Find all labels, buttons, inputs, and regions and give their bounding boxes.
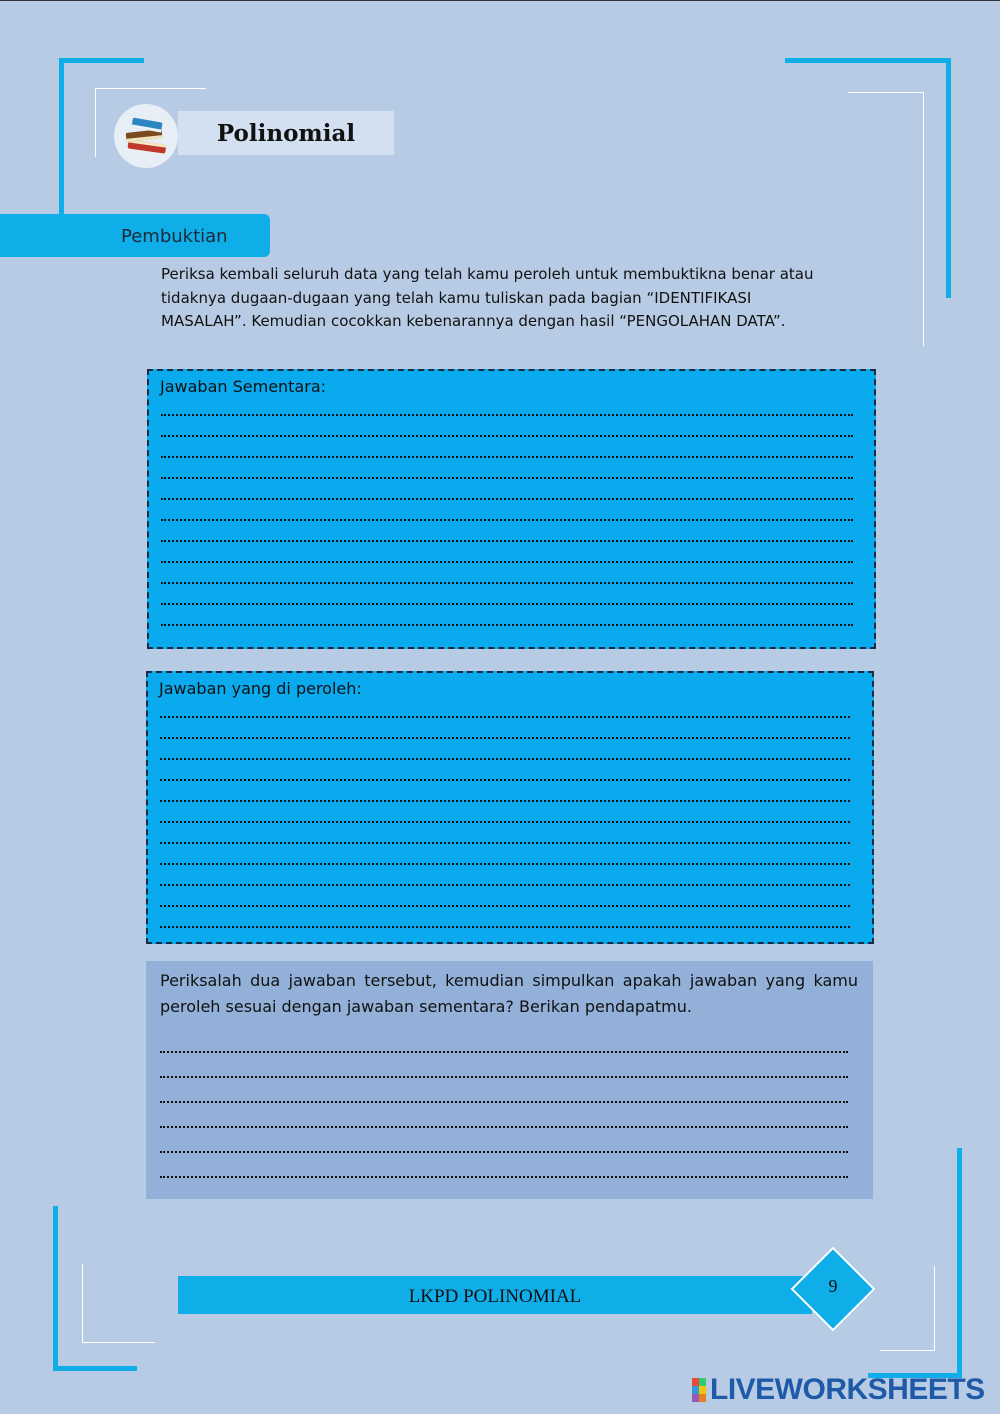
answer-line[interactable] bbox=[160, 841, 850, 844]
answer-line[interactable] bbox=[161, 434, 853, 437]
intro-paragraph: Periksa kembali seluruh data yang telah kamu peroleh untuk membuktikna benar atau tidaknya dugaan-dugaan yang telah kamu tuliskan pada bagian “IDENTIFIKASI MASALAH”. Kemudian cocokkan kebenarannya dengan hasil “PENGOLAHAN DATA”. bbox=[161, 265, 814, 330]
answer-line[interactable] bbox=[160, 925, 850, 928]
answer-line[interactable] bbox=[160, 1125, 848, 1128]
answer-line[interactable] bbox=[160, 736, 850, 739]
liveworksheets-wordmark: LIVEWORKSHEETS bbox=[710, 1373, 985, 1406]
answer-line[interactable] bbox=[161, 539, 853, 542]
liveworksheets-cube-icon bbox=[692, 1378, 706, 1402]
page-title-box bbox=[178, 111, 394, 155]
footer-bar bbox=[178, 1276, 812, 1314]
answer-line[interactable] bbox=[161, 476, 853, 479]
frame-corner-bottom-left-white bbox=[82, 1264, 155, 1343]
section-tab bbox=[0, 214, 270, 257]
header-icon-circle bbox=[114, 104, 178, 168]
frame-corner-top-right-white bbox=[848, 92, 924, 346]
temporary-answer-box[interactable] bbox=[147, 369, 876, 649]
page-number: 9 bbox=[828, 1276, 838, 1296]
page-title: Polinomial bbox=[216, 119, 356, 147]
answer-line[interactable] bbox=[160, 715, 850, 718]
answer-line[interactable] bbox=[160, 757, 850, 760]
answer-line[interactable] bbox=[160, 883, 850, 886]
answer-line[interactable] bbox=[160, 1175, 848, 1178]
frame-corner-bottom-right-white bbox=[880, 1266, 935, 1351]
obtained-answer-box[interactable] bbox=[146, 671, 874, 944]
answer-line[interactable] bbox=[161, 497, 853, 500]
answer-line[interactable] bbox=[161, 623, 853, 626]
books-icon bbox=[114, 104, 178, 168]
answer-line[interactable] bbox=[161, 413, 853, 416]
answer-line[interactable] bbox=[160, 1150, 848, 1153]
answer-line[interactable] bbox=[160, 778, 850, 781]
answer-line[interactable] bbox=[161, 602, 853, 605]
top-border bbox=[0, 0, 1000, 1]
answer-line[interactable] bbox=[160, 904, 850, 907]
answer-line[interactable] bbox=[161, 518, 853, 521]
section-label: Pembuktian bbox=[121, 226, 228, 247]
answer-line[interactable] bbox=[161, 581, 853, 584]
conclusion-box[interactable] bbox=[146, 961, 873, 1199]
answer-line[interactable] bbox=[160, 1075, 848, 1078]
temporary-answer-label: Jawaban Sementara: bbox=[160, 377, 327, 396]
liveworksheets-logo bbox=[692, 1374, 992, 1406]
answer-line[interactable] bbox=[160, 1100, 848, 1103]
conclusion-prompt: Periksalah dua jawaban tersebut, kemudian simpulkan apakah jawaban yang kamu peroleh sesuai dengan jawaban sementara? Berikan pendapatmu. bbox=[160, 971, 858, 1016]
obtained-answer-label: Jawaban yang di peroleh: bbox=[159, 679, 362, 698]
answer-line[interactable] bbox=[160, 799, 850, 802]
answer-line[interactable] bbox=[160, 1050, 848, 1053]
footer-label: LKPD POLINOMIAL bbox=[408, 1286, 582, 1307]
answer-line[interactable] bbox=[160, 862, 850, 865]
answer-line[interactable] bbox=[161, 560, 853, 563]
answer-line[interactable] bbox=[160, 820, 850, 823]
answer-line[interactable] bbox=[161, 455, 853, 458]
